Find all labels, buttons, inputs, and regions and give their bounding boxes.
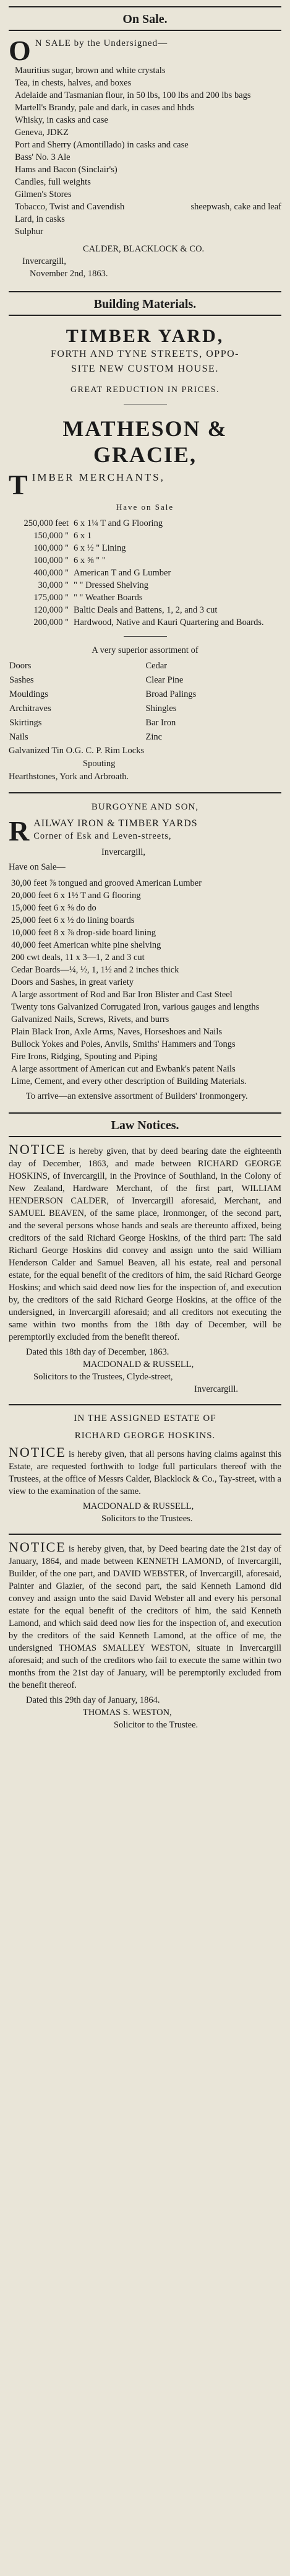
table-row: Nails Zinc [9,732,163,742]
notice1-role: Solicitors to the Trustees, Clyde-street, [33,1372,173,1382]
notice3-dated: Dated this 29th day of January, 1864. [26,1695,160,1705]
table-row: Sashes Clear Pine [9,675,184,685]
table-row: Skirtings Bar Iron [9,718,176,728]
list-item: Martell's Brandy, pale and dark, in cases and hhds [15,103,194,113]
have-on-sale: Have on Sale [116,502,174,512]
list-item: Fire Irons, Ridging, Spouting and Piping [11,1052,158,1062]
list-item: Plain Black Iron, Axle Arms, Naves, Horseshoes and Nails [11,1027,223,1037]
list-item: Gilmen's Stores [15,190,72,199]
dropcap-o: O [9,35,32,66]
burgoyne-address: Corner of Esk and Leven-streets, [33,831,172,841]
dropcap-r: R [9,815,30,847]
list-item: 30,00 feet ⅞ tongued and grooved American Lumber [11,878,202,888]
notice3-name: THOMAS S. WESTON, [83,1708,172,1718]
table-row: 400,000 " American T and G Lumber [33,568,171,578]
timber-stock-table [9,517,281,629]
table-row: 30,000 " " " Dressed Shelving [38,580,148,590]
list-item: Galvanized Nails, Screws, Rivets, and burrs [11,1015,169,1024]
list-item: Whisky, in casks and case [15,115,108,125]
list-item: Adelaide and Tasmanian flour, in 50 lbs, 100 lbs and 200 lbs bags [15,90,251,100]
notice-hoskins-claims: NOTICE is hereby given, that all persons having claims against this Estate, are requested forthwith to lodge full particulars thereof with the Trustees, at the office of Messrs Calder, Blacklock & Co., Tay-street, with a view to the examination of the same. [9,1444,281,1496]
list-item: Doors and Sashes, in great variety [11,977,134,987]
list-item: Bullock Yokes and Poles, Anvils, Smiths' Hammers and Tongs [11,1039,236,1049]
list-item: Port and Sherry (Amontillado) in casks and case [15,140,189,150]
on-sale-place: Invercargill, [22,256,66,266]
list-item: 25,000 feet 6 x ½ do lining boards [11,915,135,925]
table-row: Mouldings Broad Palings [9,689,197,699]
notice2-role: Solicitors to the Trustees. [101,1514,193,1524]
notice1-place: Invercargill. [194,1384,238,1394]
rule [9,1404,281,1405]
dropcap-t: T [9,469,28,500]
list-item: Geneva, JDKZ [15,128,69,138]
table-row: 175,000 " " " Weather Boards [33,593,143,603]
notice2-firm: MACDONALD & RUSSELL, [83,1501,194,1511]
on-sale-date: November 2nd, 1863. [30,269,108,279]
list-item: A large assortment of American cut and Ewbank's patent Nails [11,1064,236,1074]
great-reduction: GREAT REDUCTION IN PRICES. [70,385,220,395]
table-row: 100,000 " 6 x ⅝ " " [33,556,106,565]
estate-heading-1: IN THE ASSIGNED ESTATE OF [74,1413,216,1423]
on-sale-header: On Sale. [9,6,281,31]
list-item: Tobacco, Twist and Cavendish sheepwash, cake and leaf [15,202,281,212]
notice1-firm: MACDONALD & RUSSELL, [83,1360,194,1369]
on-sale-signature: CALDER, BLACKLOCK & CO. [83,244,205,254]
rule [9,1534,281,1535]
notice-hoskins-deed: NOTICE is hereby given, that by deed bearing date the eighteenth day of December, 1863, and made between RICHARD GEORGE HOSKINS, of Invercargill, in the Province of Southland, in the Colony of New Zealand, Hardware Merchant, of the first part, WILLIAM HENDERSON CALDER, of Invercargill aforesaid, Merchant, and SAMUEL BEAVEN, of the same place, Ironmonger, of the second part, and the several persons whose hands and seals are thereunto affixed, being creditors of the said Richard George Hoskins, of the third part: The said Richard George Hoskins did convey and assign unto the said William Henderson Calder and Samuel Beaven, all his estate, real and personal estate, for the equal benefit of the creditors of him, the said Richard George Hoskins; and which said deed now lies for the inspection of, and execution by, the creditors of the said Richard George Hoskins, at the office of the undersigned, in Invercargill aforesaid; and all creditors not executing the same within two months from the 18th day of December, will be peremptorily excluded from the benefit thereof. [9,1142,282,1342]
table-row: Doors Cedar [9,661,168,671]
list-item: Bass' No. 3 Ale [15,152,70,162]
notice-lamond-deed: NOTICE is hereby given, that, by Deed bearing date the 21st day of January, 1864, and made between KENNETH LAMOND, of Invercargill, Builder, of the one part, and DAVID WEBSTER, of Invercargill, aforesaid, Painter and Glazier, of the second part, the said Kenneth Lamond did convey and assign unto the said David Webster all and every his personal estate for the equal benefit of the creditors of him, the said Kenneth Lamond, and which said deed now lies for the inspection of, and execution by the creditors of the said Kenneth Lamond, at the office of me, the undersigned THOMAS SMALLEY WESTON, situate in Invercargill aforesaid; and such of the creditors who fail to execute the same within two months from the 21st day of January, will be peremptorily excluded from the benefit thereof. [9,1539,282,1690]
galvanized-line: Galvanized Tin O.G. C. P. Rim Locks [9,746,145,756]
table-row: 150,000 " 6 x 1 [33,531,92,541]
list-item: A large assortment of Rod and Bar Iron Blister and Cast Steel [11,990,232,1000]
list-item: 40,000 feet American white pine shelving [11,940,161,950]
assortment-table [9,659,281,744]
burgoyne-title: BURGOYNE AND SON, [91,802,199,812]
railway-iron-line: AILWAY IRON & TIMBER YARDS [33,818,198,829]
burgoyne-list [9,877,281,1088]
timber-merchants: IMBER MERCHANTS, [32,471,165,483]
notice1-dated: Dated this 18th day of December, 1863. [26,1347,169,1357]
timber-yard-title: TIMBER YARD, [66,326,224,346]
list-item: 200 cwt deals, 11 x 3—1, 2 and 3 cut [11,953,145,963]
rule [9,792,281,793]
assortment-intro: A very superior assortment of [92,645,198,655]
on-sale-intro: N SALE by the Undersigned— [35,38,168,48]
table-row: Architraves Shingles [9,704,177,714]
spouting-line: Spouting [83,759,116,769]
list-item: 15,000 feet 6 x ⅝ do do [11,903,96,913]
on-sale-list [9,63,281,238]
list-item: Cedar Boards—¼, ½, 1, 1½ and 2 inches thick [11,965,179,975]
list-item: Candles, full weights [15,177,91,187]
list-item: Mauritius sugar, brown and white crystals [15,66,166,76]
estate-heading-2: RICHARD GEORGE HOSKINS. [74,1431,216,1441]
list-item: Hams and Bacon (Sinclair's) [15,165,117,175]
burgoyne-closing: To arrive—an extensive assortment of Builders' Ironmongery. [26,1091,248,1101]
timber-yard-sub1: FORTH AND TYNE STREETS, OPPO- [51,349,239,359]
divider [124,636,167,637]
table-row: 120,000 " Baltic Deals and Battens, 1, 2, and 3 cut [33,605,218,615]
list-item: Lard, in casks [15,214,65,224]
matheson-gracie-title: MATHESON & GRACIE, [62,416,228,467]
burgoyne-have-on-sale: Have on Sale— [9,862,66,872]
list-item: Twenty tons Galvanized Corrugated Iron, various gauges and lengths [11,1002,260,1012]
table-row: 250,000 feet 6 x 1¼ T and G Flooring [23,518,163,528]
list-item: 20,000 feet 6 x 1½ T and G flooring [11,891,141,901]
timber-yard-sub2: SITE NEW CUSTOM HOUSE. [71,364,219,374]
list-item: 10,000 feet 8 x ⅞ drop-side board lining [11,928,156,938]
list-item: Lime, Cement, and every other description of Building Materials. [11,1076,247,1086]
list-item: Tea, in chests, halves, and boxes [15,78,132,88]
law-notices-header: Law Notices. [9,1112,281,1137]
table-row: 200,000 " Hardwood, Native and Kauri Quartering and Boards. [33,618,264,627]
notice3-role: Solicitor to the Trustee. [114,1720,198,1730]
building-materials-header: Building Materials. [9,291,281,316]
hearthstones-line: Hearthstones, York and Arbroath. [9,772,129,782]
list-item: Sulphur [15,227,43,237]
burgoyne-place: Invercargill, [101,847,145,857]
on-sale-advert [9,37,281,280]
table-row: 100,000 " 6 x ½ " Lining [33,543,126,553]
